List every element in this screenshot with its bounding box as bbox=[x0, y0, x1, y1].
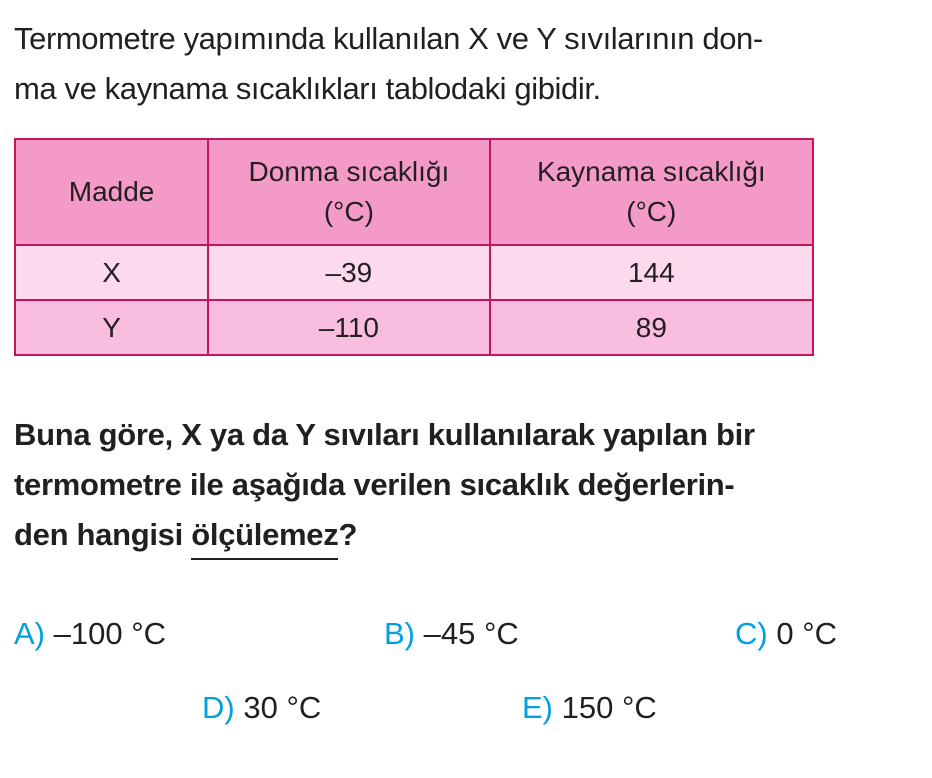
intro-text bbox=[14, 14, 914, 114]
cell-madde: X bbox=[15, 245, 208, 300]
cell-donma: –39 bbox=[208, 245, 490, 300]
question-line-3 bbox=[14, 510, 914, 560]
option-b-letter: B) bbox=[384, 616, 415, 651]
temperature-table bbox=[14, 138, 814, 356]
option-c[interactable] bbox=[735, 616, 837, 652]
option-d-letter: D) bbox=[202, 690, 235, 725]
header-donma bbox=[208, 139, 490, 245]
header-donma-unit: (°C) bbox=[323, 196, 374, 227]
intro-line-1: Termometre yapımında kullanılan X ve Y sıvılarının don- bbox=[14, 21, 763, 56]
option-a-value: –100 °C bbox=[53, 616, 166, 651]
header-kaynama-unit: (°C) bbox=[626, 196, 677, 227]
question-text bbox=[14, 410, 914, 560]
option-d-value: 30 °C bbox=[243, 690, 322, 725]
option-e-value: 150 °C bbox=[561, 690, 657, 725]
question-line-3-prefix: den hangisi bbox=[14, 517, 192, 552]
option-e-letter: E) bbox=[522, 690, 553, 725]
header-donma-label: Donma sıcaklığı bbox=[248, 156, 450, 187]
option-e[interactable] bbox=[522, 690, 657, 726]
option-b-value: –45 °C bbox=[423, 616, 519, 651]
question-line-2: termometre ile aşağıda verilen sıcaklık değerlerin- bbox=[14, 467, 735, 502]
table-header-row bbox=[15, 139, 813, 245]
header-madde bbox=[15, 139, 208, 245]
option-a-letter: A) bbox=[14, 616, 45, 651]
intro-line-2: ma ve kaynama sıcaklıkları tablodaki gibidir. bbox=[14, 71, 601, 106]
underlined-keyword: ölçülemez bbox=[191, 517, 338, 560]
option-c-letter: C) bbox=[735, 616, 768, 651]
option-c-value: 0 °C bbox=[776, 616, 837, 651]
question-line-3-suffix: ? bbox=[338, 517, 358, 552]
cell-kaynama: 144 bbox=[490, 245, 813, 300]
table-row bbox=[15, 245, 813, 300]
header-madde-label: Madde bbox=[68, 176, 155, 207]
question-line-1: Buna göre, X ya da Y sıvıları kullanılarak yapılan bir bbox=[14, 417, 755, 452]
table-row bbox=[15, 300, 813, 355]
cell-madde: Y bbox=[15, 300, 208, 355]
header-kaynama bbox=[490, 139, 813, 245]
option-b[interactable] bbox=[384, 616, 519, 652]
cell-kaynama: 89 bbox=[490, 300, 813, 355]
option-d[interactable] bbox=[202, 690, 321, 726]
cell-donma: –110 bbox=[208, 300, 490, 355]
option-a[interactable] bbox=[14, 616, 166, 652]
header-kaynama-label: Kaynama sıcaklığı bbox=[536, 156, 766, 187]
